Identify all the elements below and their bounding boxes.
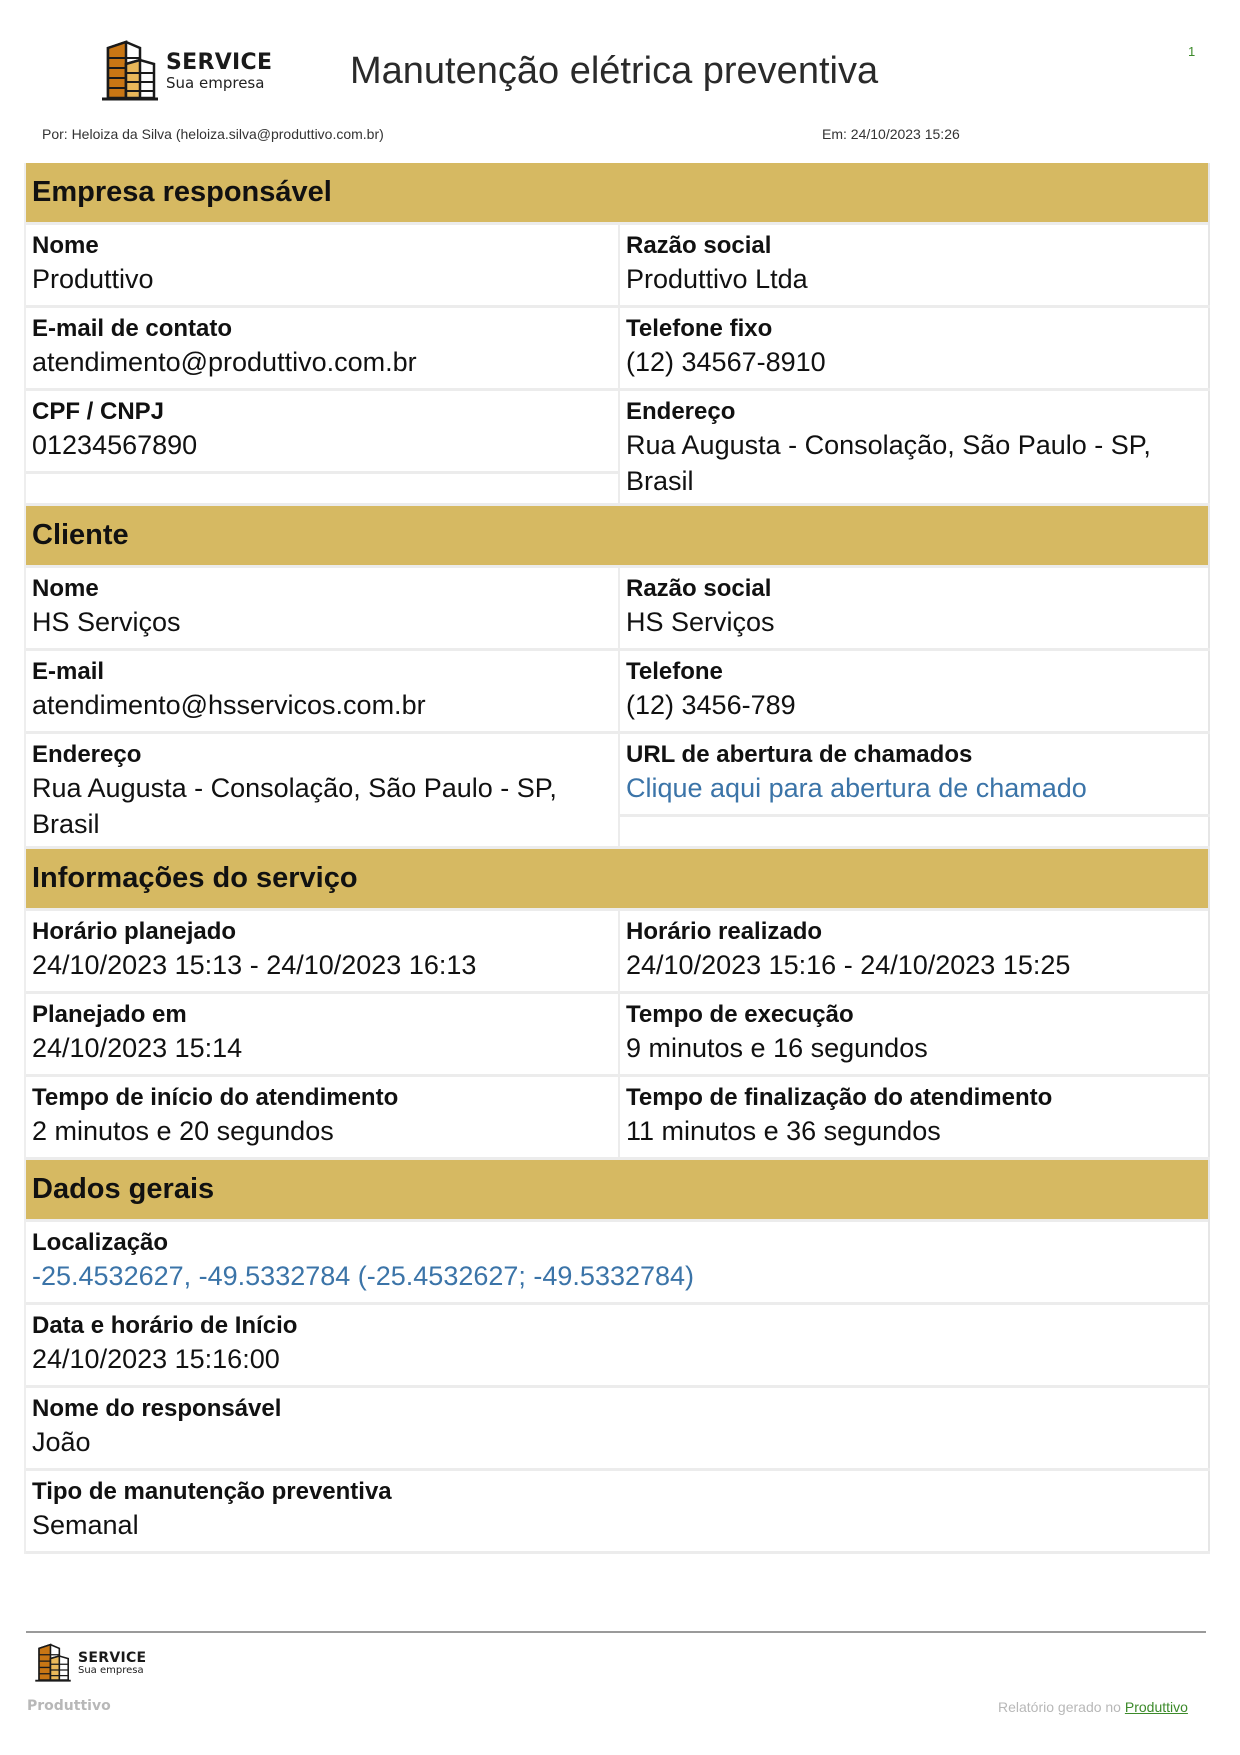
section-title: Dados gerais <box>32 1173 215 1205</box>
field-label: Endereço <box>626 398 736 425</box>
section-servico-grid <box>26 911 1208 1160</box>
building-logo-icon <box>100 40 160 102</box>
field-telefone <box>618 651 1210 734</box>
field-label: Nome do responsável <box>32 1395 282 1422</box>
field-horario-realizado <box>618 911 1210 994</box>
field-label: E-mail <box>32 658 105 685</box>
field-value: 24/10/2023 15:13 - 24/10/2023 16:13 <box>32 950 477 980</box>
field-value: 2 minutos e 20 segundos <box>32 1116 334 1146</box>
field-email-contato <box>26 308 618 391</box>
field-cpf-cnpj <box>26 391 618 474</box>
page-number: 1 <box>1188 44 1196 59</box>
field-value: (12) 34567-8910 <box>626 347 826 377</box>
field-value: Rua Augusta - Consolação, São Paulo - SP, Brasil <box>626 430 1151 496</box>
field-nome <box>26 568 618 651</box>
field-value: João <box>32 1427 91 1457</box>
section-title: Cliente <box>32 519 129 551</box>
field-tempo-execucao <box>618 994 1210 1077</box>
open-ticket-link[interactable]: Clique aqui para abertura de chamado <box>626 773 1087 803</box>
field-value: Produttivo Ltda <box>626 264 808 294</box>
section-header-cliente <box>26 506 1208 568</box>
field-value: Semanal <box>32 1510 139 1540</box>
field-razao-social <box>618 568 1210 651</box>
field-label: E-mail de contato <box>32 315 233 342</box>
field-email <box>26 651 618 734</box>
footer-divider <box>26 1631 1206 1633</box>
field-value: (12) 3456-789 <box>626 690 796 720</box>
field-tempo-inicio <box>26 1077 618 1160</box>
footer-brand: Produttivo <box>27 1698 111 1714</box>
field-value: Produttivo <box>32 264 154 294</box>
field-value: atendimento@hsservicos.com.br <box>32 690 426 720</box>
field-label: Localização <box>32 1229 169 1256</box>
field-label: Tempo de execução <box>626 1001 854 1028</box>
field-value: HS Serviços <box>32 607 181 637</box>
company-logo <box>100 40 272 102</box>
field-razao-social <box>618 225 1210 308</box>
right-column-stack <box>618 734 1210 849</box>
generated-at: Em: 24/10/2023 15:26 <box>822 126 960 142</box>
logo-subtitle: Sua empresa <box>166 73 265 92</box>
section-title: Empresa responsável <box>32 176 332 208</box>
field-tempo-finalizacao <box>618 1077 1210 1160</box>
field-label: CPF / CNPJ <box>32 398 165 425</box>
field-value: atendimento@produttivo.com.br <box>32 347 417 377</box>
section-empresa-grid <box>26 225 1208 506</box>
section-header-empresa <box>26 163 1208 225</box>
report-header <box>0 0 1240 160</box>
section-header-dados <box>26 1160 1208 1222</box>
field-label: Endereço <box>32 741 142 768</box>
field-label: Data e horário de Início <box>32 1312 298 1339</box>
field-value: 24/10/2023 15:14 <box>32 1033 243 1063</box>
report-body <box>24 163 1210 1554</box>
field-label: Telefone fixo <box>626 315 773 342</box>
field-localizacao <box>26 1222 1210 1305</box>
author-line: Por: Heloiza da Silva (heloiza.silva@produttivo.com.br) <box>42 126 384 142</box>
field-horario-planejado <box>26 911 618 994</box>
field-label: Telefone <box>626 658 723 685</box>
field-value: Rua Augusta - Consolação, São Paulo - SP, Brasil <box>32 773 557 839</box>
field-label: Razão social <box>626 232 772 259</box>
field-label: Horário planejado <box>32 918 237 945</box>
field-endereco <box>26 734 618 849</box>
field-label: Planejado em <box>32 1001 187 1028</box>
field-url-chamados <box>620 734 1210 817</box>
field-label: Nome <box>32 575 99 602</box>
location-link[interactable]: -25.4532627, -49.5332784 (-25.4532627; -49.5332784) <box>32 1261 695 1291</box>
generated-prefix: Relatório gerado no <box>998 1699 1125 1715</box>
logo-title: SERVICE <box>78 1649 147 1666</box>
field-nome-responsavel <box>26 1388 1210 1471</box>
field-value: 24/10/2023 15:16:00 <box>32 1344 280 1374</box>
left-column-stack <box>26 391 618 506</box>
field-nome <box>26 225 618 308</box>
field-telefone-fixo <box>618 308 1210 391</box>
field-label: Tempo de finalização do atendimento <box>626 1084 1053 1111</box>
field-label: URL de abertura de chamados <box>626 741 973 768</box>
section-dados-grid <box>26 1222 1208 1554</box>
section-header-servico <box>26 849 1208 911</box>
field-value: HS Serviços <box>626 607 775 637</box>
logo-title: SERVICE <box>166 49 273 75</box>
field-value: 9 minutos e 16 segundos <box>626 1033 928 1063</box>
field-value: 01234567890 <box>32 430 198 460</box>
field-label: Tipo de manutenção preventiva <box>32 1478 392 1505</box>
page-title: Manutenção elétrica preventiva <box>350 50 879 92</box>
footer-logo <box>34 1643 146 1683</box>
field-label: Horário realizado <box>626 918 823 945</box>
empty-cell <box>26 474 618 506</box>
field-endereco <box>618 391 1210 506</box>
building-logo-icon <box>34 1643 72 1683</box>
section-title: Informações do serviço <box>32 862 358 894</box>
field-value: 24/10/2023 15:16 - 24/10/2023 15:25 <box>626 950 1071 980</box>
field-label: Razão social <box>626 575 772 602</box>
field-planejado-em <box>26 994 618 1077</box>
field-value: 11 minutos e 36 segundos <box>626 1116 941 1146</box>
field-label: Nome <box>32 232 99 259</box>
field-label: Tempo de início do atendimento <box>32 1084 399 1111</box>
field-tipo-manutencao <box>26 1471 1210 1554</box>
empty-cell <box>620 817 1210 849</box>
footer-generated-note <box>998 1699 1188 1715</box>
section-cliente-grid <box>26 568 1208 849</box>
field-data-inicio <box>26 1305 1210 1388</box>
logo-subtitle: Sua empresa <box>78 1664 144 1676</box>
produttivo-link[interactable]: Produttivo <box>1124 1699 1188 1715</box>
